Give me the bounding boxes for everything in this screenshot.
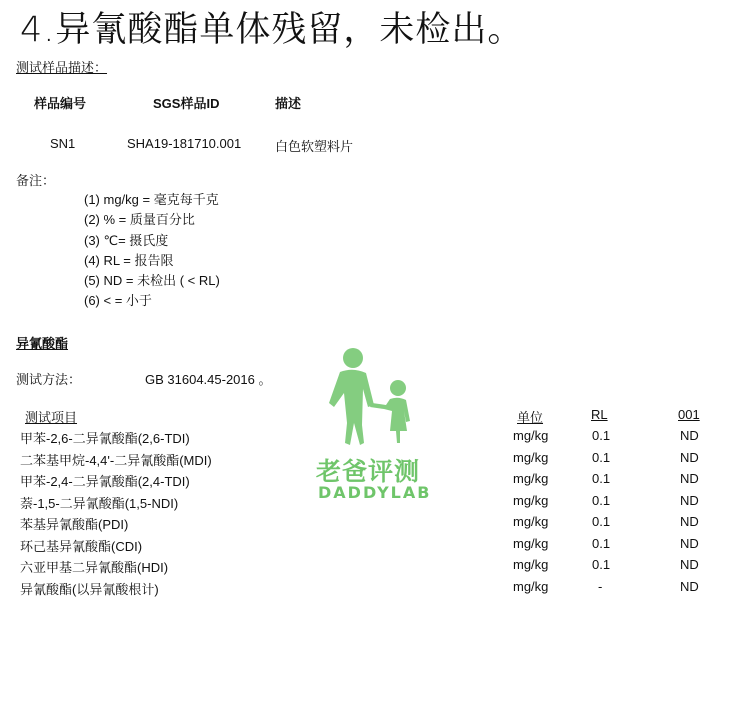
result-value: ND (680, 471, 699, 486)
unit: mg/kg (513, 428, 549, 443)
note-item: (1) mg/kg = 毫克每千克 (84, 192, 219, 207)
note-item: (3) ℃= 摄氏度 (84, 233, 169, 248)
unit: mg/kg (513, 536, 549, 551)
test-item: 甲苯-2,6-二异氰酸酯(2,6-TDI) (20, 431, 190, 446)
test-item: 甲苯-2,4-二异氰酸酯(2,4-TDI) (20, 474, 190, 489)
rl-value: 0.1 (592, 493, 611, 508)
unit: mg/kg (513, 450, 549, 465)
method-value: GB 31604.45-2016 。 (145, 372, 272, 387)
result-value: ND (680, 557, 699, 572)
rl-value: - (598, 579, 603, 594)
unit: mg/kg (513, 557, 549, 572)
result-value: ND (680, 450, 699, 465)
note-item: (5) ND = 未检出 ( < RL) (84, 273, 220, 288)
sample-sgs-id: SHA19-181710.001 (127, 136, 242, 151)
header-sample-no: 样品编号 (34, 96, 87, 111)
test-item: 六亚甲基二异氰酸酯(HDI) (20, 560, 169, 575)
section-heading: 异氰酸酯 (16, 336, 69, 351)
result-value: ND (680, 536, 699, 551)
rl-value: 0.1 (592, 536, 611, 551)
unit: mg/kg (513, 493, 549, 508)
notes-label: 备注： (16, 173, 56, 188)
test-item: 环己基异氰酸酯(CDI) (20, 539, 143, 554)
unit: mg/kg (513, 579, 549, 594)
page-title: 4.异氰酸酯单体残留，未检出。 (20, 10, 524, 50)
table-row (0, 471, 750, 492)
rl-value: 0.1 (592, 514, 611, 529)
results-header-row (0, 407, 750, 428)
note-item: (2) % = 质量百分比 (84, 212, 195, 227)
watermark-en-text: DADDYLAB (318, 483, 432, 502)
col-test-item: 测试项目 (25, 410, 78, 425)
header-description: 描述 (275, 96, 302, 111)
result-value: ND (680, 428, 699, 443)
note-item: (6) < = 小于 (84, 293, 152, 308)
table-row (0, 536, 750, 557)
result-value: ND (680, 493, 699, 508)
unit: mg/kg (513, 514, 549, 529)
col-unit: 单位 (517, 410, 544, 425)
result-value: ND (680, 579, 699, 594)
watermark-cn-text: 老爸评测 (316, 457, 421, 486)
rl-value: 0.1 (592, 450, 611, 465)
rl-value: 0.1 (592, 557, 611, 572)
table-row (0, 428, 750, 449)
test-item: 萘-1,5-二异氰酸酯(1,5-NDI) (20, 496, 179, 511)
col-sample-001: 001 (678, 407, 700, 422)
unit: mg/kg (513, 471, 549, 486)
test-item: 苯基异氰酸酯(PDI) (20, 517, 129, 532)
table-row (0, 514, 750, 535)
note-item: (4) RL = 报告限 (84, 253, 174, 268)
sample-no: SN1 (50, 136, 76, 151)
test-item: 二苯基甲烷-4,4'-二异氰酸酯(MDI) (20, 453, 212, 468)
sample-description: 白色软塑料片 (275, 139, 354, 154)
rl-value: 0.1 (592, 471, 611, 486)
table-row (0, 557, 750, 578)
header-sgs-id: SGS样品ID (153, 96, 220, 111)
method-label: 测试方法： (16, 372, 82, 387)
rl-value: 0.1 (592, 428, 611, 443)
table-row (0, 579, 750, 600)
table-row (0, 493, 750, 514)
table-row (0, 450, 750, 471)
col-rl: RL (591, 407, 608, 422)
result-value: ND (680, 514, 699, 529)
sample-description-heading: 测试样品描述： (16, 60, 108, 75)
test-item: 异氰酸酯(以异氰酸根计) (20, 582, 159, 597)
